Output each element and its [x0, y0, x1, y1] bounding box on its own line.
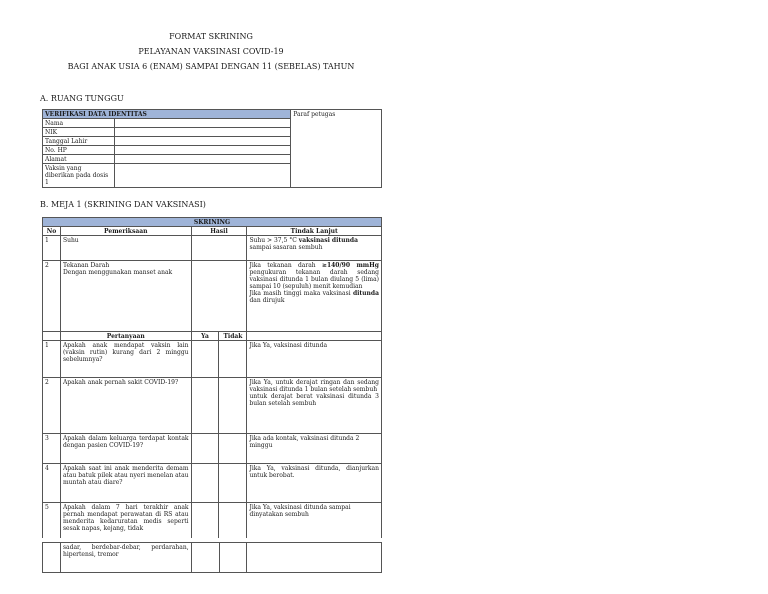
- section-b-title: B. MEJA 1 (SKRINING DAN VAKSINASI): [40, 200, 206, 209]
- identity-row-label: No. HP: [43, 146, 115, 155]
- identity-row-label: Nama: [43, 119, 115, 128]
- followup-text: Jika tekanan darah: [249, 261, 322, 269]
- exam-item: Tekanan Darah Dengan menggunakan manset anak: [60, 261, 191, 332]
- followup-text: Suhu > 37,5 °C: [249, 236, 299, 244]
- blank-cell: [43, 332, 61, 341]
- identity-row-label: Alamat: [43, 155, 115, 164]
- question-text-continued: sadar, berdebar-debar, perdarahan, hipertensi, tremor: [60, 543, 191, 573]
- col-hasil: Hasil: [191, 227, 247, 236]
- followup-text: sampai sasaran sembuh: [249, 243, 323, 251]
- question-text: Apakah anak pernah sakit COVID-19?: [60, 378, 191, 434]
- question-followup: Jika Ya, vaksinasi ditunda sampai dinyatakan sembuh: [247, 503, 382, 541]
- col-tindak-lanjut: Tindak Lanjut: [247, 227, 382, 236]
- doc-subtitle-2: BAGI ANAK USIA 6 (ENAM) SAMPAI DENGAN 11 (SEBELAS) TAHUN: [67, 62, 355, 71]
- exam-result: [191, 236, 247, 261]
- answer-tidak: [219, 503, 247, 541]
- section-a-title: A. RUANG TUNGGU: [40, 94, 124, 103]
- question-text: Apakah dalam 7 hari terakhir anak pernah mendapat perawatan di RS atau menderita kedaruratan medis seperti sesak napas, kejang, tidak: [60, 503, 191, 541]
- answer-tidak: [219, 434, 247, 464]
- continuation-table: [42, 542, 382, 573]
- identity-row-value: [114, 119, 290, 128]
- answer-tidak: [219, 543, 247, 573]
- identity-row-label: Tanggal Lahir: [43, 137, 115, 146]
- exam-no: 1: [43, 236, 61, 261]
- question-no: 3: [43, 434, 61, 464]
- question-text: Apakah dalam keluarga terdapat kontak dengan pasien COVID-19?: [60, 434, 191, 464]
- answer-ya: [191, 503, 219, 541]
- blank-cell: [43, 543, 61, 573]
- col-tidak: Tidak: [219, 332, 247, 341]
- screening-table: [42, 217, 382, 541]
- exam-followup: [247, 261, 382, 332]
- question-followup: Jika Ya, vaksinasi ditunda: [247, 341, 382, 378]
- exam-followup: [247, 236, 382, 261]
- question-followup: [247, 378, 382, 434]
- followup-text: pengukuran tekanan darah sedang vaksinasi ditunda 1 bulan diulang 5 (lima) sampai 10 (sepuluh) menit kemudian: [249, 268, 379, 290]
- identity-header: VERIFIKASI DATA IDENTITAS: [43, 110, 291, 119]
- identity-row-label: Vaksin yang diberikan pada dosis 1: [43, 164, 115, 188]
- exam-item: Suhu: [60, 236, 191, 261]
- col-no: No: [43, 227, 61, 236]
- identity-row-value: [114, 155, 290, 164]
- answer-ya: [191, 434, 219, 464]
- answer-tidak: [219, 341, 247, 378]
- answer-tidak: [219, 464, 247, 503]
- question-no: 5: [43, 503, 61, 541]
- exam-result: [191, 261, 247, 332]
- identity-row-value: [114, 164, 290, 188]
- question-text: Apakah anak mendapat vaksin lain (vaksin rutin) kurang dari 2 minggu sebelumnya?: [60, 341, 191, 378]
- col-ya: Ya: [191, 332, 219, 341]
- answer-ya: [191, 378, 219, 434]
- blank-cell: [247, 332, 382, 341]
- question-followup: Jika Ya, vaksinasi ditunda, dianjurkan untuk berobat.: [247, 464, 382, 503]
- doc-title: FORMAT SKRINING: [169, 32, 253, 41]
- answer-ya: [191, 341, 219, 378]
- blank-cell: [247, 543, 382, 573]
- paraf-label: Paraf petugas: [293, 110, 336, 118]
- screening-header: SKRINING: [43, 218, 382, 227]
- answer-ya: [191, 543, 219, 573]
- followup-emphasis: ditunda: [352, 289, 379, 297]
- question-no: 1: [43, 341, 61, 378]
- followup-text: Jika Ya, untuk derajat ringan dan sedang vaksinasi ditunda 1 bulan setelah sembuh: [249, 378, 379, 393]
- doc-subtitle: PELAYANAN VAKSINASI COVID-19: [138, 47, 284, 56]
- followup-text: untuk derajat berat vaksinasi ditunda 3 bulan setelah sembuh: [249, 392, 379, 407]
- followup-text: dan dirujuk: [249, 296, 285, 304]
- question-followup: Jika ada kontak, vaksinasi ditunda 2 minggu: [247, 434, 382, 464]
- exam-no: 2: [43, 261, 61, 332]
- question-text: Apakah saat ini anak menderita demam atau batuk pilek atau nyeri menelan atau muntah atau diare?: [60, 464, 191, 503]
- answer-ya: [191, 464, 219, 503]
- identity-row-label: NIK: [43, 128, 115, 137]
- col-pertanyaan: Pertanyaan: [60, 332, 191, 341]
- identity-table: [42, 109, 382, 188]
- followup-text: Jika masih tinggi maka vaksinasi: [249, 289, 353, 297]
- document-page-2: [36, 538, 386, 578]
- col-pemeriksaan: Pemeriksaan: [60, 227, 191, 236]
- followup-emphasis: vaksinasi ditunda: [298, 236, 358, 244]
- identity-row-value: [114, 146, 290, 155]
- identity-row-value: [114, 137, 290, 146]
- identity-row-value: [114, 128, 290, 137]
- answer-tidak: [219, 378, 247, 434]
- question-no: 2: [43, 378, 61, 434]
- document-page-1: [36, 28, 386, 558]
- followup-emphasis: ≥140/90 mmHg: [321, 261, 380, 269]
- question-no: 4: [43, 464, 61, 503]
- paraf-cell: [291, 110, 382, 188]
